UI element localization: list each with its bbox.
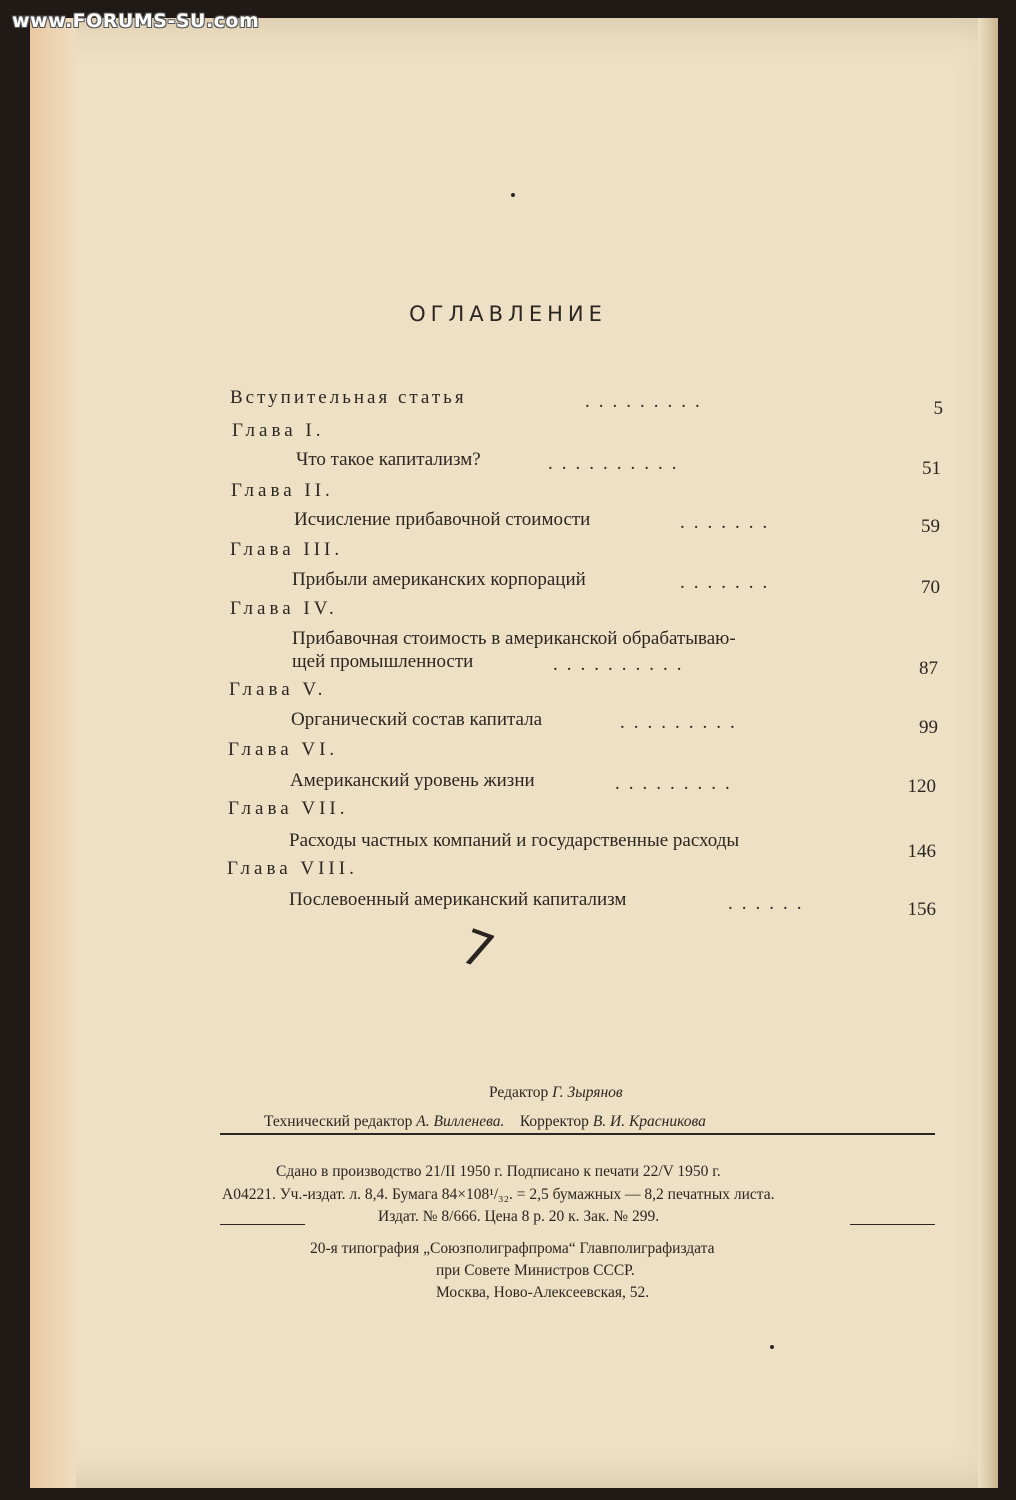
- toc-dots: .......: [680, 512, 777, 533]
- chapter-heading: Глава VI.: [228, 739, 339, 760]
- chapter-heading: Глава VII.: [228, 798, 349, 819]
- editor-label: Редактор: [489, 1084, 549, 1101]
- imprint-tech-editor: [264, 1113, 706, 1131]
- ink-speck: [511, 193, 515, 197]
- handwritten-note: 7: [453, 918, 502, 982]
- chapter-title: Послевоенный американский капитализм: [289, 889, 627, 910]
- corrector-name: В. И. Красникова: [592, 1113, 706, 1130]
- imprint-line2: А04221. Уч.-издат. л. 8,4. Бумага 84×108¹/₃₂. = 2,5 бумажных — 8,2 печатных листа.: [222, 1186, 775, 1203]
- chapter-title: Исчисление прибавочной стоимости: [294, 509, 591, 530]
- chapter-page: 146: [907, 841, 936, 862]
- imprint-rule-short-left: [220, 1224, 305, 1225]
- chapter-title: Что такое капитализм?: [296, 449, 481, 470]
- toc-title: ОГЛАВЛЕНИЕ: [409, 302, 607, 326]
- toc-dots: ......: [728, 893, 811, 914]
- chapter-heading: Глава III.: [230, 539, 344, 560]
- chapter-heading: Глава VIII.: [227, 858, 358, 879]
- chapter-heading: Глава V.: [229, 679, 327, 700]
- chapter-title-line2: щей промышленности: [292, 651, 474, 672]
- page-edge-right: [978, 18, 998, 1488]
- tech-editor-label: Технический редактор: [264, 1113, 413, 1130]
- printer-line1: 20-я типография „Союзполиграфпрома“ Главполиграфиздата: [310, 1240, 715, 1257]
- imprint-rule: [220, 1133, 935, 1135]
- toc-dots: .........: [615, 773, 739, 794]
- toc-dots: .......: [680, 572, 777, 593]
- chapter-page: 156: [907, 899, 936, 920]
- toc-dots: .........: [585, 391, 709, 412]
- page-edge-left: [30, 18, 76, 1488]
- toc-dots: ..........: [548, 453, 686, 474]
- imprint-rule-short-right: [850, 1224, 935, 1225]
- chapter-heading: Глава I.: [232, 420, 325, 441]
- chapter-page: 87: [919, 658, 938, 679]
- chapter-title-line1: Прибавочная стоимость в американской обрабатываю-: [292, 628, 736, 649]
- toc-dots: ..........: [553, 654, 691, 675]
- chapter-title: Прибыли американских корпораций: [292, 569, 586, 590]
- imprint-editor: [489, 1084, 623, 1102]
- editor-name: Г. Зырянов: [552, 1084, 623, 1101]
- tech-editor-name: А. Вилленева.: [416, 1113, 505, 1130]
- toc-intro-label: Вступительная статья: [230, 387, 467, 408]
- toc-intro-page: 5: [933, 398, 943, 419]
- chapter-title: Органический состав капитала: [291, 709, 543, 730]
- printer-line3: Москва, Ново-Алексеевская, 52.: [436, 1284, 650, 1301]
- watermark: www.FORUMS-SU.com: [12, 10, 260, 32]
- toc-dots: .........: [620, 712, 744, 733]
- chapter-title: Расходы частных компаний и государственные расходы: [289, 830, 740, 851]
- ink-speck: [770, 1345, 774, 1349]
- chapter-title: Американский уровень жизни: [290, 770, 535, 791]
- chapter-page: 120: [907, 776, 936, 797]
- chapter-heading: Глава IV.: [230, 598, 338, 619]
- chapter-page: 99: [919, 717, 938, 738]
- printer-line2: при Совете Министров СССР.: [436, 1262, 635, 1279]
- chapter-heading: Глава II.: [231, 480, 334, 501]
- imprint-line3: Издат. № 8/666. Цена 8 р. 20 к. Зак. № 299.: [378, 1208, 660, 1225]
- chapter-page: 51: [922, 458, 941, 479]
- chapter-page: 59: [921, 516, 940, 537]
- chapter-page: 70: [921, 577, 940, 598]
- imprint-line1: Сдано в производство 21/II 1950 г. Подписано к печати 22/V 1950 г.: [276, 1163, 721, 1180]
- corrector-label: Корректор: [519, 1113, 589, 1130]
